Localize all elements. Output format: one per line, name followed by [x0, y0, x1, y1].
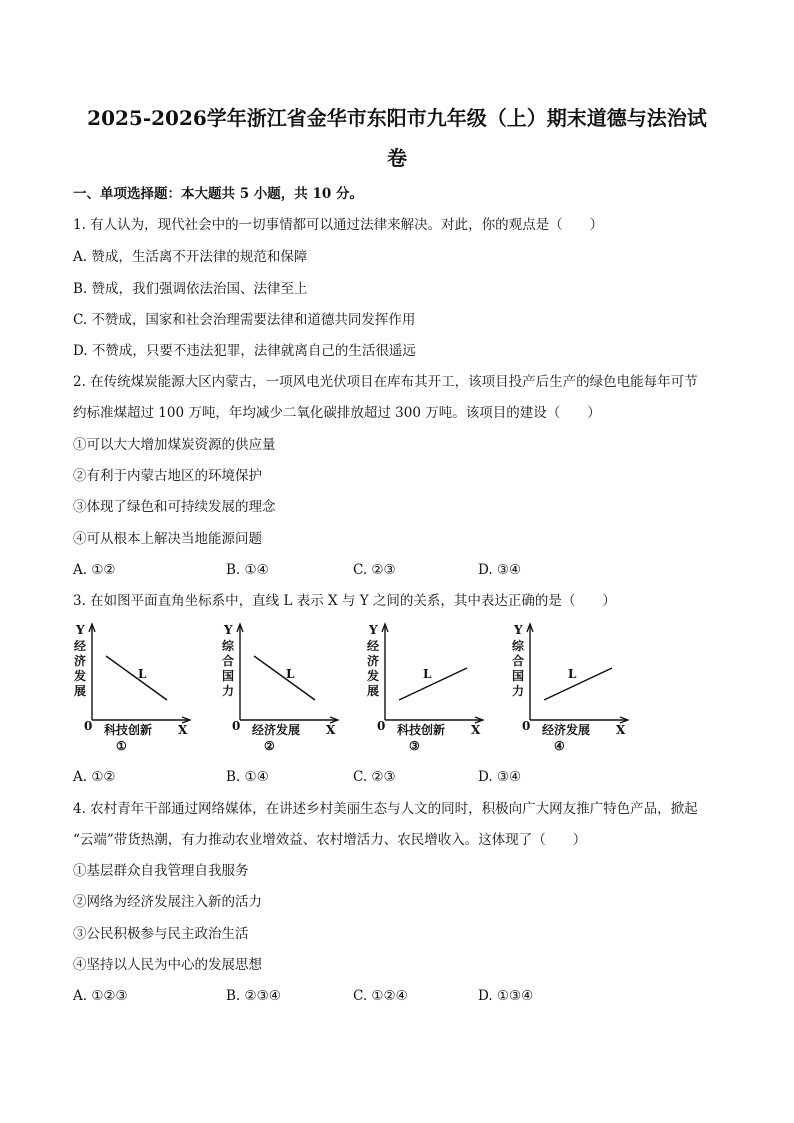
- q3-stem: 3. 在如图平面直角坐标系中，直线 L 表示 X 与 Y 之间的关系，其中表达正确的是（ ）: [73, 593, 616, 609]
- y-axis-label-char: 力: [512, 684, 525, 698]
- q4-statement-2: ②网络为经济发展注入新的活力: [73, 894, 262, 910]
- y-axis-letter: Y: [369, 623, 378, 637]
- x-axis-label: 科技创新: [103, 723, 153, 737]
- origin-label: 0: [84, 719, 93, 733]
- q4-option-a: A. ①②③: [73, 988, 128, 1004]
- line-label-L: L: [568, 667, 577, 681]
- y-axis-label-char: 济: [367, 654, 380, 668]
- q2-option-d: D. ③④: [478, 562, 522, 578]
- graph-number: ③: [409, 739, 420, 753]
- y-axis-label-char: 展: [74, 684, 87, 698]
- q2-stem-line2: 约标准煤超过 100 万吨，年均减少二氧化碳排放超过 300 万吨。该项目的建设（ ）: [73, 405, 601, 421]
- q2-option-c: C. ②③: [353, 562, 396, 578]
- q3-option-b: B. ①④: [226, 769, 269, 785]
- trend-line-L: [106, 656, 167, 700]
- y-axis-label-char: 发: [367, 669, 380, 683]
- exam-title-line1: 2025-2026学年浙江省金华市东阳市九年级（上）期末道德与法治试: [87, 106, 707, 130]
- q3-option-d: D. ③④: [478, 769, 522, 785]
- q4-option-d: D. ①③④: [478, 988, 534, 1004]
- y-axis-label-char: 合: [222, 654, 235, 668]
- y-axis-label-char: 济: [74, 654, 87, 668]
- q4-statement-4: ④坚持以人民为中心的发展思想: [73, 957, 262, 973]
- origin-label: 0: [377, 719, 386, 733]
- y-axis-label-char: 综: [222, 639, 235, 653]
- trend-line-L: [544, 668, 612, 700]
- y-axis-letter: Y: [224, 623, 233, 637]
- graph-2-svg: [220, 620, 350, 760]
- y-axis-label-char: 力: [222, 684, 235, 698]
- q1-choice-d: D. 不赞成，只要不违法犯罪，法律就离自己的生活很遥远: [73, 343, 416, 359]
- graph-number: ①: [116, 739, 127, 753]
- trend-line-L: [254, 656, 315, 700]
- q3-option-a: A. ①②: [73, 769, 116, 785]
- origin-label: 0: [232, 719, 241, 733]
- graph-3-svg: [365, 620, 495, 760]
- q4-option-b: B. ②③④: [226, 988, 281, 1004]
- q4-statement-1: ①基层群众自我管理自我服务: [73, 863, 249, 879]
- y-axis-label-char: 经: [74, 639, 87, 653]
- q3-option-c: C. ②③: [353, 769, 396, 785]
- q1-choice-c: C. 不赞成，国家和社会治理需要法律和道德共同发挥作用: [73, 312, 416, 328]
- y-axis-label-char: 综: [512, 639, 525, 653]
- line-label-L: L: [423, 667, 432, 681]
- exam-title-line2: 卷: [387, 146, 407, 170]
- q2-option-b: B. ①④: [226, 562, 269, 578]
- origin-label: 0: [522, 719, 531, 733]
- q2-stem-line1: 2. 在传统煤炭能源大区内蒙古，一项风电光伏项目在库布其开工，该项目投产后生产的绿色电能每年可节: [73, 374, 698, 390]
- q1-choice-a: A. 赞成，生活离不开法律的规范和保障: [73, 249, 308, 265]
- graph-4-svg: [510, 620, 640, 760]
- trend-line-L: [399, 668, 467, 700]
- x-axis-label: 经济发展: [251, 723, 301, 737]
- line-label-L: L: [138, 667, 147, 681]
- y-axis-letter: Y: [76, 623, 85, 637]
- q2-statement-2: ②有利于内蒙古地区的环境保护: [73, 468, 262, 484]
- x-axis-letter: X: [616, 723, 626, 737]
- y-axis-letter: Y: [514, 623, 523, 637]
- x-axis-letter: X: [471, 723, 481, 737]
- x-axis-label: 经济发展: [541, 723, 591, 737]
- q4-stem-line2: “云端”带货热潮，有力推动农业增效益、农村增活力、农民增收入。这体现了（ ）: [73, 832, 587, 848]
- y-axis-label-char: 国: [512, 669, 525, 683]
- graph-1-svg: [72, 620, 202, 760]
- graph-number: ④: [554, 739, 565, 753]
- line-label-L: L: [286, 667, 295, 681]
- section-heading: 一、单项选择题：本大题共 5 小题，共 10 分。: [73, 186, 363, 202]
- y-axis-label-char: 展: [367, 684, 380, 698]
- q2-statement-1: ①可以大大增加煤炭资源的供应量: [73, 437, 276, 453]
- q1-choice-b: B. 赞成，我们强调依法治国、法律至上: [73, 281, 308, 297]
- graph-1: [72, 620, 202, 753]
- graph-2: [220, 620, 350, 753]
- q4-option-c: C. ①②④: [353, 988, 408, 1004]
- y-axis-label-char: 发: [74, 669, 87, 683]
- x-axis-label: 科技创新: [396, 723, 446, 737]
- graph-number: ②: [264, 739, 275, 753]
- q1-stem: 1. 有人认为，现代社会中的一切事情都可以通过法律来解决。对此，你的观点是（ ）: [73, 217, 604, 233]
- graph-4: [510, 620, 640, 753]
- q4-statement-3: ③公民积极参与民主政治生活: [73, 926, 249, 942]
- q4-stem-line1: 4. 农村青年干部通过网络媒体，在讲述乡村美丽生态与人文的同时，积极向广大网友推广特色产品，掀起: [73, 801, 698, 817]
- q2-option-a: A. ①②: [73, 562, 116, 578]
- x-axis-letter: X: [326, 723, 336, 737]
- y-axis-label-char: 经: [367, 639, 380, 653]
- x-axis-letter: X: [178, 723, 188, 737]
- y-axis-label-char: 国: [222, 669, 235, 683]
- q2-statement-3: ③体现了绿色和可持续发展的理念: [73, 499, 276, 515]
- q2-statement-4: ④可从根本上解决当地能源问题: [73, 531, 262, 547]
- y-axis-label-char: 合: [512, 654, 525, 668]
- graph-3: [365, 620, 495, 753]
